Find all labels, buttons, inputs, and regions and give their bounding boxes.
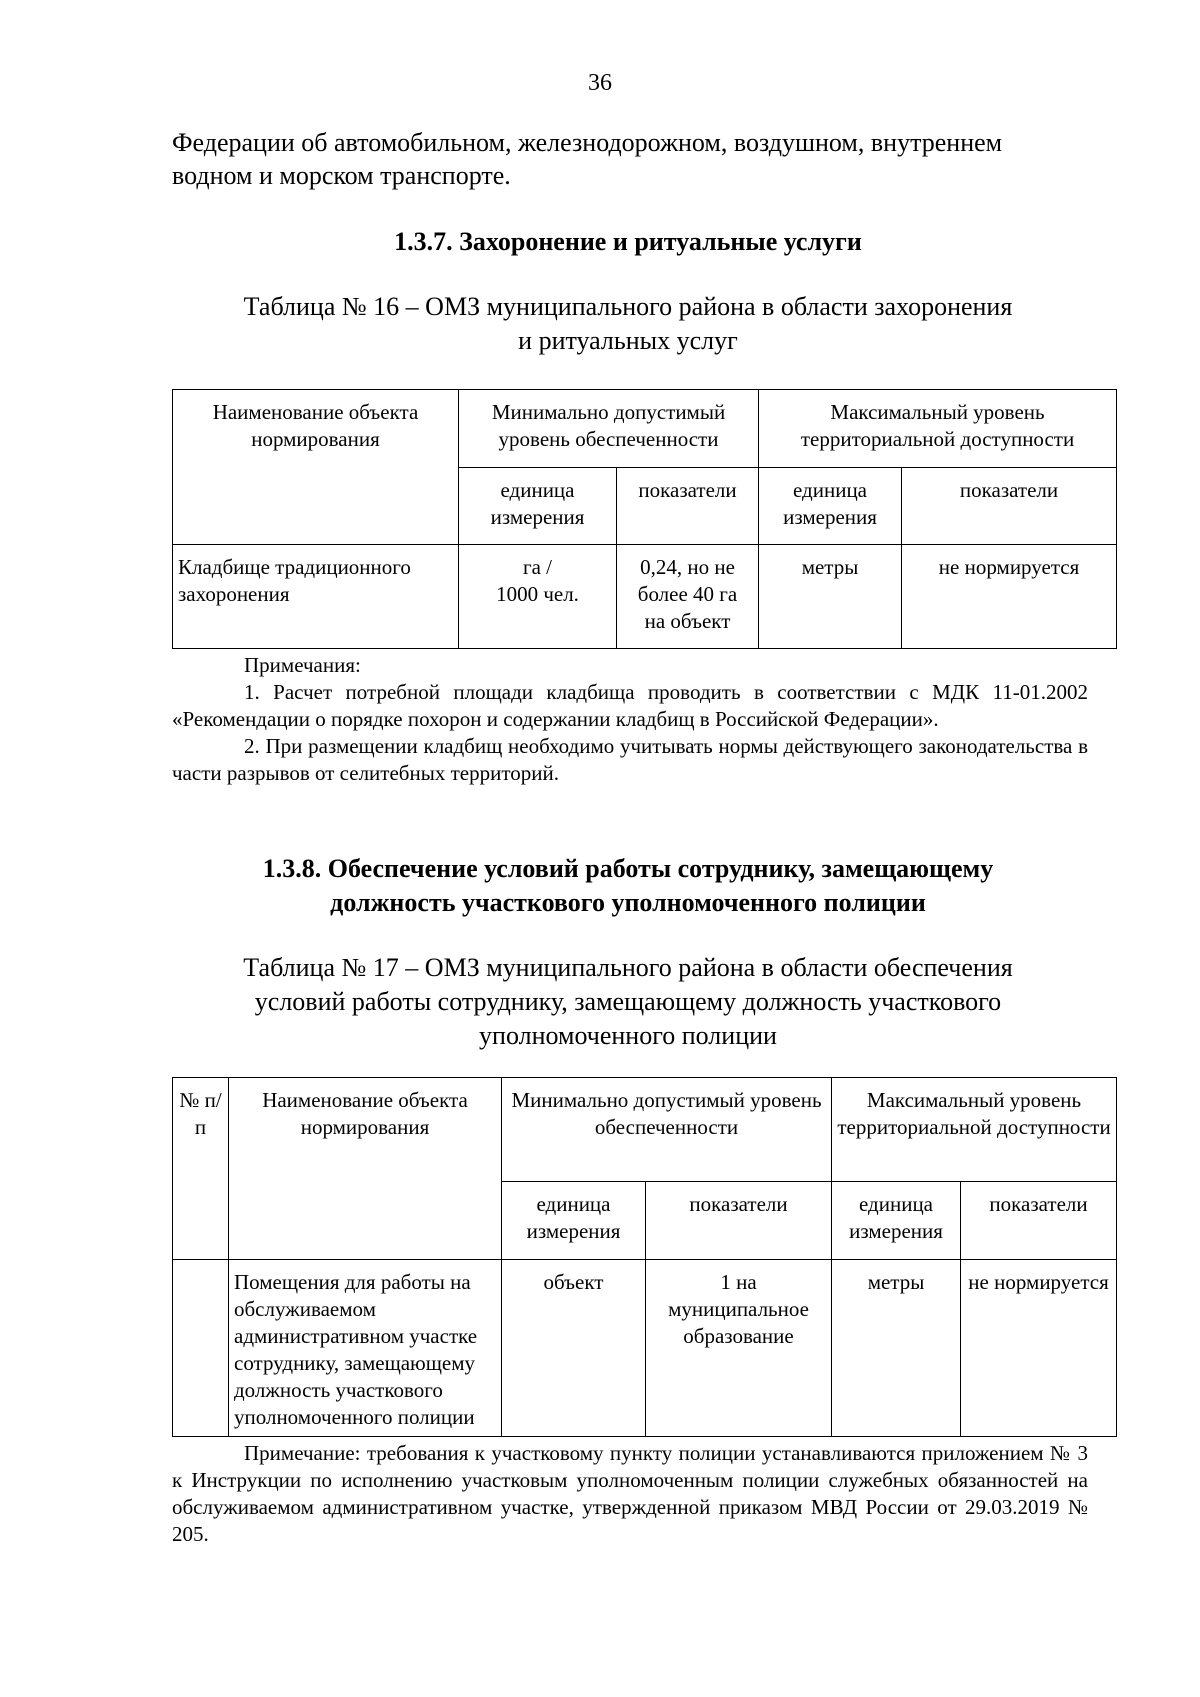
table-16-caption xyxy=(172,290,1084,358)
header-unit: единица измерения xyxy=(502,1182,646,1260)
table-row xyxy=(173,545,1117,649)
note-1: 1. Расчет потребной площади кладбища проводить в соответствии с МДК 11-01.2002 «Рекомендации о порядке похорон и содержании кладбищ в Российской Федерации». xyxy=(172,680,1088,731)
cell-line: га / xyxy=(522,555,553,579)
section-heading-1-3-8 xyxy=(172,852,1084,920)
heading-line: должность участкового уполномоченного полиции xyxy=(330,888,926,917)
note-text: Примечание: требования к участковому пункту полиции устанавливаются приложением № 3 к Инструкции по исполнению участковым уполномоченным полиции служебных обязанностей на обслуживаемом административном участке, утвержденной приказом МВД России от 29.03.2019 № 205. xyxy=(172,1441,1088,1546)
header-unit: единица измерения xyxy=(459,468,617,545)
table-16 xyxy=(172,389,1117,649)
caption-line: условий работы сотруднику, замещающему должность участкового xyxy=(254,987,1002,1016)
header-indicator: показатели xyxy=(902,468,1117,545)
header-indicator: показатели xyxy=(961,1182,1117,1260)
intro-line: водном и морском транспорте. xyxy=(172,161,511,190)
cell-unit-min: объект xyxy=(502,1260,646,1437)
cell-object-name: Помещения для работы на обслуживаемом административном участке сотруднику, замещающему должность участкового уполномоченного полиции xyxy=(229,1260,502,1437)
table-17-note xyxy=(172,1440,1088,1548)
cell-row-number xyxy=(173,1260,229,1437)
cell-indicator-min xyxy=(617,545,759,649)
cell-line: на объект xyxy=(644,609,731,633)
cell-line: 0,24, но не xyxy=(640,555,735,579)
caption-line: Таблица № 16 – ОМЗ муниципального района в области захоронения xyxy=(243,292,1013,321)
notes-title: Примечания: xyxy=(244,653,361,677)
note-2: 2. При размещении кладбищ необходимо учитывать нормы действующего законодательства в части разрывов от селитебных территорий. xyxy=(172,734,1088,785)
cell-line: 1000 чел. xyxy=(496,582,579,606)
header-max-access: Максимальный уровень территориальной доступности xyxy=(759,390,1117,468)
caption-line: Таблица № 17 – ОМЗ муниципального района в области обеспечения xyxy=(243,953,1013,982)
table-17 xyxy=(172,1077,1117,1437)
cell-indicator-min: 1 на муниципальное образование xyxy=(646,1260,832,1437)
header-indicator: показатели xyxy=(617,468,759,545)
header-min-level: Минимально допустимый уровень обеспеченности xyxy=(459,390,759,468)
cell-unit-max: метры xyxy=(832,1260,961,1437)
header-row-number: № п/п xyxy=(173,1078,229,1260)
cell-unit-min xyxy=(459,545,617,649)
cell-indicator-max: не нормируется xyxy=(902,545,1117,649)
header-unit: единица измерения xyxy=(759,468,902,545)
table-17-caption xyxy=(172,951,1084,1053)
intro-line: Федерации об автомобильном, железнодорожном, воздушном, внутреннем xyxy=(172,128,1003,157)
intro-paragraph xyxy=(172,126,1084,192)
section-heading-1-3-7: 1.3.7. Захоронение и ритуальные услуги xyxy=(394,227,862,256)
table-16-notes xyxy=(172,652,1088,787)
caption-line: и ритуальных услуг xyxy=(518,326,738,355)
header-max-access: Максимальный уровень территориальной доступности xyxy=(832,1078,1117,1182)
cell-line: более 40 га xyxy=(637,582,738,606)
header-indicator: показатели xyxy=(646,1182,832,1260)
header-unit: единица измерения xyxy=(832,1182,961,1260)
cell-indicator-max: не нормируется xyxy=(961,1260,1117,1437)
header-object-name: Наименование объекта нормирования xyxy=(173,390,459,545)
table-row xyxy=(173,1260,1117,1437)
heading-line: 1.3.8. Обеспечение условий работы сотруднику, замещающему xyxy=(262,854,994,883)
header-min-level: Минимально допустимый уровень обеспеченности xyxy=(502,1078,832,1182)
cell-unit-max: метры xyxy=(759,545,902,649)
caption-line: уполномоченного полиции xyxy=(479,1021,777,1050)
header-object-name: Наименование объекта нормирования xyxy=(229,1078,502,1260)
page-number: 36 xyxy=(588,70,612,96)
cell-object-name: Кладбище традиционного захоронения xyxy=(173,545,459,649)
